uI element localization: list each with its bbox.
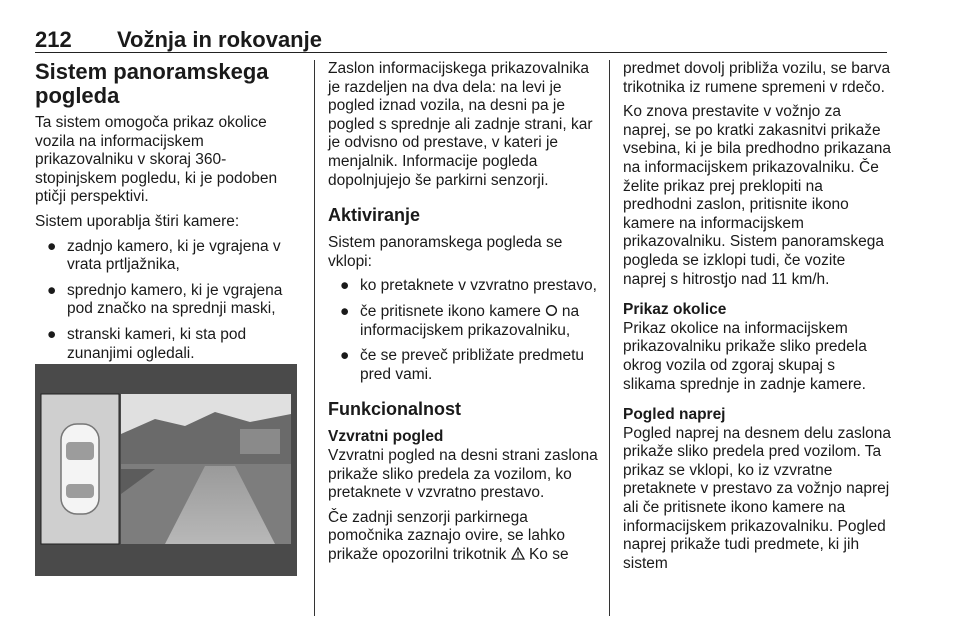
list-item xyxy=(35,282,297,319)
page-header xyxy=(35,24,887,53)
bullet-icon: ● xyxy=(47,281,57,299)
list-item-text: zadnjo kamero, ki je vgrajena v vrata prtljažnika, xyxy=(67,237,281,274)
section-title: Sistem panoramskega pogleda xyxy=(35,59,269,108)
intro-paragraph: Ta sistem omogoča prikaz okolice vozila na informacijskem prikazovalniku v skoraj 360-stopinjskem pogledu, ki je podoben ptičji perspektivi. xyxy=(35,114,278,206)
list-item xyxy=(35,238,297,275)
warning-text-end: Ko se xyxy=(528,545,569,563)
panoramic-view-image xyxy=(35,364,297,576)
bullet-icon: ● xyxy=(340,277,350,295)
warning-text-start: Če zadnji senzorji parkirnega pomočnika zaznajo ovire, se lahko prikaže opozorilni trikotnik xyxy=(328,508,565,563)
column-divider xyxy=(609,60,610,616)
column-divider xyxy=(314,60,315,616)
warning-triangle-icon xyxy=(511,547,525,560)
activation-intro: Sistem panoramskega pogleda se vklopi: xyxy=(328,234,563,270)
forward-drive-paragraph: Ko znova prestavite v vožnjo za naprej, se po kratki zakasnitvi prikaže vsebina, ki je bila predhodno prikazana na informacijskem prikazovalniku. Če želite prikaz prej preklopiti na predhodni zaslon, pritisnite ikono kamere na informacijskem prikazovalniku. Sistem panoramskega pogleda se izklopi tudi, če vozite naprej s hitrostjo nad 11 km/h. xyxy=(623,103,891,288)
activation-list xyxy=(328,277,600,384)
list-item-text: ko pretaknete v vzvratno prestavo, xyxy=(360,277,597,295)
heading-front-view: Pogled naprej xyxy=(623,406,726,424)
panoramic-view-figure xyxy=(35,364,297,576)
list-item xyxy=(328,277,600,296)
list-item-text: če se preveč približate predmetu pred vami. xyxy=(360,347,585,383)
camera-list xyxy=(35,238,297,364)
bullet-icon: ● xyxy=(340,302,350,320)
bullet-icon: ● xyxy=(340,347,350,365)
heading-surround-view: Prikaz okolice xyxy=(623,301,727,319)
column-right xyxy=(623,60,891,579)
chapter-title: Vožnja in rokovanje xyxy=(117,27,322,52)
heading-activation: Aktiviranje xyxy=(328,205,421,226)
list-item-text: stranski kameri, ki sta pod zunanjimi ogledali. xyxy=(67,325,247,362)
list-item xyxy=(328,303,600,340)
list-item-text: sprednjo kamero, ki je vgrajena pod značko na sprednji maski, xyxy=(67,281,283,318)
display-paragraph: Zaslon informacijskega prikazovalnika je razdeljen na dva dela: na levi je pogled iznad vozila, na desni pa je pogled s sprednje ali zadnje strani, kar je odvisno od prestave, v kateri je menjalnik. Informacije pogleda dopolnjujejo še parkirni senzorji. xyxy=(328,60,593,189)
warning-paragraph xyxy=(328,509,600,565)
heading-functionality: Funkcionalnost xyxy=(328,399,462,420)
list-item xyxy=(35,326,297,363)
car-top-view-icon xyxy=(61,424,99,514)
front-view-paragraph: Pogled naprej na desnem delu zaslona prikaže sliko predela pred vozilom. Ta prikaz se vklopi, ko iz vzvratne pretaknete v prestavo za vožnjo naprej ali če pritisnete ikono kamere na informacijskem prikazovalniku. Pogled naprej prikaže tudi predmete, ki jih sistem xyxy=(623,424,891,572)
column-middle xyxy=(328,60,600,570)
continued-paragraph: predmet dovolj približa vozilu, se barva trikotnika iz rumene spremeni v rdečo. xyxy=(623,60,891,96)
reverse-paragraph: Vzvratni pogled na desni strani zaslona prikaže sliko predela za vozilom, ko pretaknete v vzvratno prestavo. xyxy=(328,446,598,502)
heading-reverse-view: Vzvratni pogled xyxy=(328,428,444,446)
surround-paragraph: Prikaz okolice na informacijskem prikazovalniku prikaže sliko predela okrog vozila od zgoraj skupaj s slikama sprednje in zadnje kamere. xyxy=(623,319,867,393)
page-number: 212 xyxy=(35,27,72,52)
bullet-icon: ● xyxy=(47,237,57,255)
cameras-intro: Sistem uporablja štiri kamere: xyxy=(35,212,240,230)
bullet-icon: ● xyxy=(47,325,57,343)
column-left xyxy=(35,60,297,370)
list-item xyxy=(328,347,600,384)
list-item-text: če pritisnete ikono kamere ⭘ na informacijskem prikazovalniku, xyxy=(360,302,580,339)
